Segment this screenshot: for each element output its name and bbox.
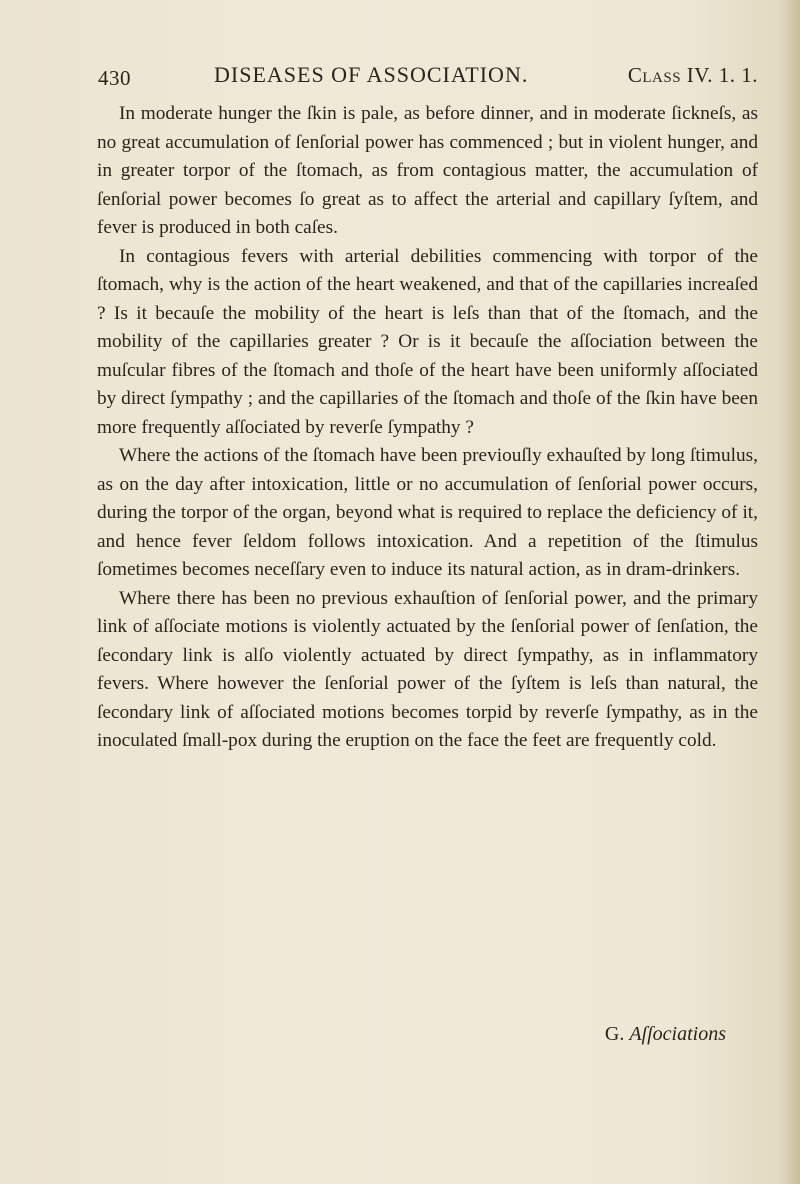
paragraph-2: In contagious fevers with arterial debilities commencing with torpor of the ſtomach, why is the action of the heart weakened, and that of the capillaries increaſed ? Is it becauſe the mobility of the heart is leſs than that of the ſtomach, and the mobility of the capillaries greater ? Or is it becauſe the aſſociation between the muſcular fibres of the ſtomach and thoſe of the heart have been uniformly aſſociated by direct ſympathy ; and the capillaries of the ſtomach and thoſe of the ſkin have been more frequently aſſociated by reverſe ſympathy ? (97, 245, 758, 438)
catchword (605, 1023, 726, 1046)
class-reference: Class IV. 1. 1. (627, 63, 758, 87)
catchword-letter: G. (604, 1023, 625, 1045)
paragraph-3: Where the actions of the ſtomach have been previouſly exhauſted by long ſtimulus, as on the day after intoxication, little or no accumulation of ſenſorial power occurs, during the torpor of the organ, beyond what is required to replace the deficiency of it, and hence fever ſeldom follows intoxication. And a repetition of the ſtimulus ſometimes becomes neceſſary even to induce its natural action, as in dram-drinkers. (97, 445, 758, 580)
paragraph-4: Where there has been no previous exhauſtion of ſenſorial power, and the primary link of aſſociate motions is violently actuated by the ſenſorial power of ſenſation, the ſecondary link is alſo violently actuated by direct ſympathy, as in inflammatory fevers. Where however the ſenſorial power of the ſyſtem is leſs than natural, the ſecondary link of aſſociated motions becomes torpid by reverſe ſympathy, as in the inoculated ſmall-pox during the eruption on the face the feet are frequently cold. (97, 587, 758, 751)
body-text (97, 100, 758, 756)
catchword-word: Aſſociations (629, 1023, 726, 1045)
page-edge-shadow (782, 0, 800, 1184)
paragraph-1: In moderate hunger the ſkin is pale, as before dinner, and in moderate ſickneſs, as no great accumulation of ſenſorial power has commenced ; but in violent hunger, and in greater torpor of the ſtomach, as from contagious matter, the accumulation of ſenſorial power becomes ſo great as to affect the arterial and capillary ſyſtem, and fever is produced in both caſes. (97, 103, 758, 238)
running-title: DISEASES OF ASSOCIATION. (214, 62, 529, 87)
running-head (98, 62, 758, 92)
page-number: 430 (98, 66, 131, 90)
